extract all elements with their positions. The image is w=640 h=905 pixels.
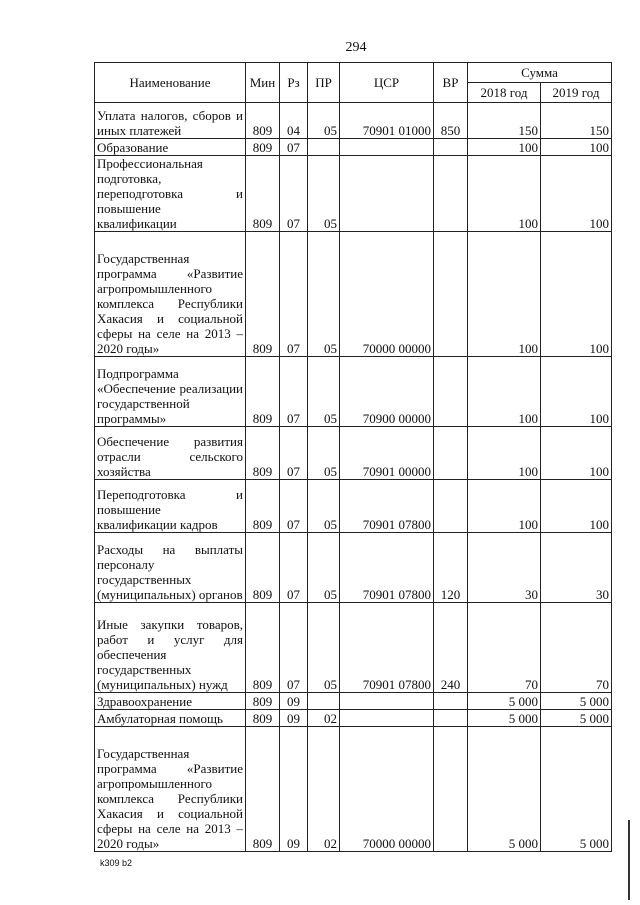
row-csr: 70000 00000 bbox=[340, 232, 434, 357]
row-2018: 100 bbox=[468, 427, 541, 480]
row-pr: 05 bbox=[308, 357, 340, 427]
row-csr: 70901 00000 bbox=[340, 427, 434, 480]
row-2018: 100 bbox=[468, 156, 541, 232]
row-csr: 70900 00000 bbox=[340, 357, 434, 427]
row-2018: 150 bbox=[468, 103, 541, 139]
row-min: 809 bbox=[246, 727, 280, 852]
row-rz: 04 bbox=[280, 103, 308, 139]
row-2018: 100 bbox=[468, 232, 541, 357]
row-pr: 02 bbox=[308, 727, 340, 852]
row-name: Здравоохранение bbox=[95, 693, 246, 710]
row-pr: 05 bbox=[308, 603, 340, 693]
header-pr: ПР bbox=[308, 63, 340, 103]
header-csr: ЦСР bbox=[340, 63, 434, 103]
budget-table bbox=[94, 62, 612, 852]
row-pr: 05 bbox=[308, 480, 340, 533]
row-name: Переподготовка и повышение квалификации кадров bbox=[95, 480, 246, 533]
row-csr: 70000 00000 bbox=[340, 727, 434, 852]
table-row bbox=[95, 357, 612, 427]
table-row bbox=[95, 103, 612, 139]
row-name: Обеспечение развития отрасли сельского хозяйства bbox=[95, 427, 246, 480]
row-min: 809 bbox=[246, 156, 280, 232]
row-2018: 5 000 bbox=[468, 693, 541, 710]
row-rz: 07 bbox=[280, 357, 308, 427]
row-2019: 30 bbox=[541, 533, 612, 603]
row-rz: 09 bbox=[280, 727, 308, 852]
row-rz: 07 bbox=[280, 603, 308, 693]
table-row bbox=[95, 156, 612, 232]
row-min: 809 bbox=[246, 603, 280, 693]
header-2018: 2018 год bbox=[468, 83, 541, 103]
row-name: Расходы на выплаты персоналу государственных (муниципальных) органов bbox=[95, 533, 246, 603]
row-vr bbox=[434, 139, 468, 156]
row-2018: 5 000 bbox=[468, 710, 541, 727]
header-2019: 2019 год bbox=[541, 83, 612, 103]
row-2019: 5 000 bbox=[541, 727, 612, 852]
row-vr bbox=[434, 727, 468, 852]
row-min: 809 bbox=[246, 427, 280, 480]
row-vr bbox=[434, 156, 468, 232]
header-sum: Сумма bbox=[468, 63, 612, 83]
row-2019: 100 bbox=[541, 232, 612, 357]
row-min: 809 bbox=[246, 480, 280, 533]
row-csr bbox=[340, 156, 434, 232]
row-min: 809 bbox=[246, 710, 280, 727]
table-row bbox=[95, 533, 612, 603]
row-rz: 07 bbox=[280, 533, 308, 603]
row-name: Профессиональная подготовка, переподготовка и повышение квалификации bbox=[95, 156, 246, 232]
row-vr bbox=[434, 693, 468, 710]
row-rz: 07 bbox=[280, 156, 308, 232]
row-2018: 100 bbox=[468, 480, 541, 533]
table-row bbox=[95, 480, 612, 533]
row-min: 809 bbox=[246, 533, 280, 603]
row-pr: 02 bbox=[308, 710, 340, 727]
row-name: Государственная программа «Развитие агропромышленного комплекса Республики Хакасия и социальной сферы на селе на 2013 – 2020 годы» bbox=[95, 727, 246, 852]
row-csr: 70901 07800 bbox=[340, 480, 434, 533]
row-pr: 05 bbox=[308, 533, 340, 603]
row-2018: 30 bbox=[468, 533, 541, 603]
row-vr bbox=[434, 480, 468, 533]
row-csr bbox=[340, 693, 434, 710]
row-2019: 5 000 bbox=[541, 693, 612, 710]
row-2019: 5 000 bbox=[541, 710, 612, 727]
table-row bbox=[95, 427, 612, 480]
row-2018: 100 bbox=[468, 139, 541, 156]
row-csr: 70901 01000 bbox=[340, 103, 434, 139]
table-row bbox=[95, 710, 612, 727]
row-name: Уплата налогов, сборов и иных платежей bbox=[95, 103, 246, 139]
row-pr: 05 bbox=[308, 156, 340, 232]
row-name: Иные закупки товаров, работ и услуг для обеспечения государственных (муниципальных) нужд bbox=[95, 603, 246, 693]
row-pr bbox=[308, 139, 340, 156]
row-min: 809 bbox=[246, 357, 280, 427]
row-vr: 240 bbox=[434, 603, 468, 693]
row-csr: 70901 07800 bbox=[340, 603, 434, 693]
table-header bbox=[95, 63, 612, 103]
row-pr: 05 bbox=[308, 427, 340, 480]
table-row bbox=[95, 727, 612, 852]
row-vr: 850 bbox=[434, 103, 468, 139]
row-2019: 100 bbox=[541, 427, 612, 480]
row-2018: 100 bbox=[468, 357, 541, 427]
row-min: 809 bbox=[246, 139, 280, 156]
row-name: Государственная программа «Развитие агропромышленного комплекса Республики Хакасия и социальной сферы на селе на 2013 – 2020 годы» bbox=[95, 232, 246, 357]
row-2019: 100 bbox=[541, 357, 612, 427]
row-rz: 07 bbox=[280, 480, 308, 533]
row-pr: 05 bbox=[308, 103, 340, 139]
row-vr: 120 bbox=[434, 533, 468, 603]
page-number: 294 bbox=[345, 40, 367, 55]
row-2019: 100 bbox=[541, 156, 612, 232]
row-2019: 100 bbox=[541, 139, 612, 156]
row-2018: 5 000 bbox=[468, 727, 541, 852]
row-2019: 70 bbox=[541, 603, 612, 693]
row-rz: 07 bbox=[280, 427, 308, 480]
row-csr bbox=[340, 710, 434, 727]
row-min: 809 bbox=[246, 103, 280, 139]
row-rz: 09 bbox=[280, 710, 308, 727]
row-pr bbox=[308, 693, 340, 710]
header-vr: ВР bbox=[434, 63, 468, 103]
header-name: Наименование bbox=[95, 63, 246, 103]
row-2019: 150 bbox=[541, 103, 612, 139]
scan-edge-mark bbox=[628, 820, 630, 900]
row-name: Подпрограмма «Обеспечение реализации государственной программы» bbox=[95, 357, 246, 427]
table-row bbox=[95, 603, 612, 693]
row-rz: 09 bbox=[280, 693, 308, 710]
row-2019: 100 bbox=[541, 480, 612, 533]
row-vr bbox=[434, 357, 468, 427]
row-rz: 07 bbox=[280, 139, 308, 156]
row-vr bbox=[434, 232, 468, 357]
row-csr: 70901 07800 bbox=[340, 533, 434, 603]
row-2018: 70 bbox=[468, 603, 541, 693]
row-vr bbox=[434, 710, 468, 727]
table-row bbox=[95, 139, 612, 156]
row-pr: 05 bbox=[308, 232, 340, 357]
row-name: Амбулаторная помощь bbox=[95, 710, 246, 727]
table-row bbox=[95, 693, 612, 710]
row-name: Образование bbox=[95, 139, 246, 156]
row-min: 809 bbox=[246, 232, 280, 357]
header-rz: Рз bbox=[280, 63, 308, 103]
row-min: 809 bbox=[246, 693, 280, 710]
row-csr bbox=[340, 139, 434, 156]
footer-code: k309 b2 bbox=[100, 858, 133, 868]
row-vr bbox=[434, 427, 468, 480]
header-min: Мин bbox=[246, 63, 280, 103]
row-rz: 07 bbox=[280, 232, 308, 357]
table-row bbox=[95, 232, 612, 357]
